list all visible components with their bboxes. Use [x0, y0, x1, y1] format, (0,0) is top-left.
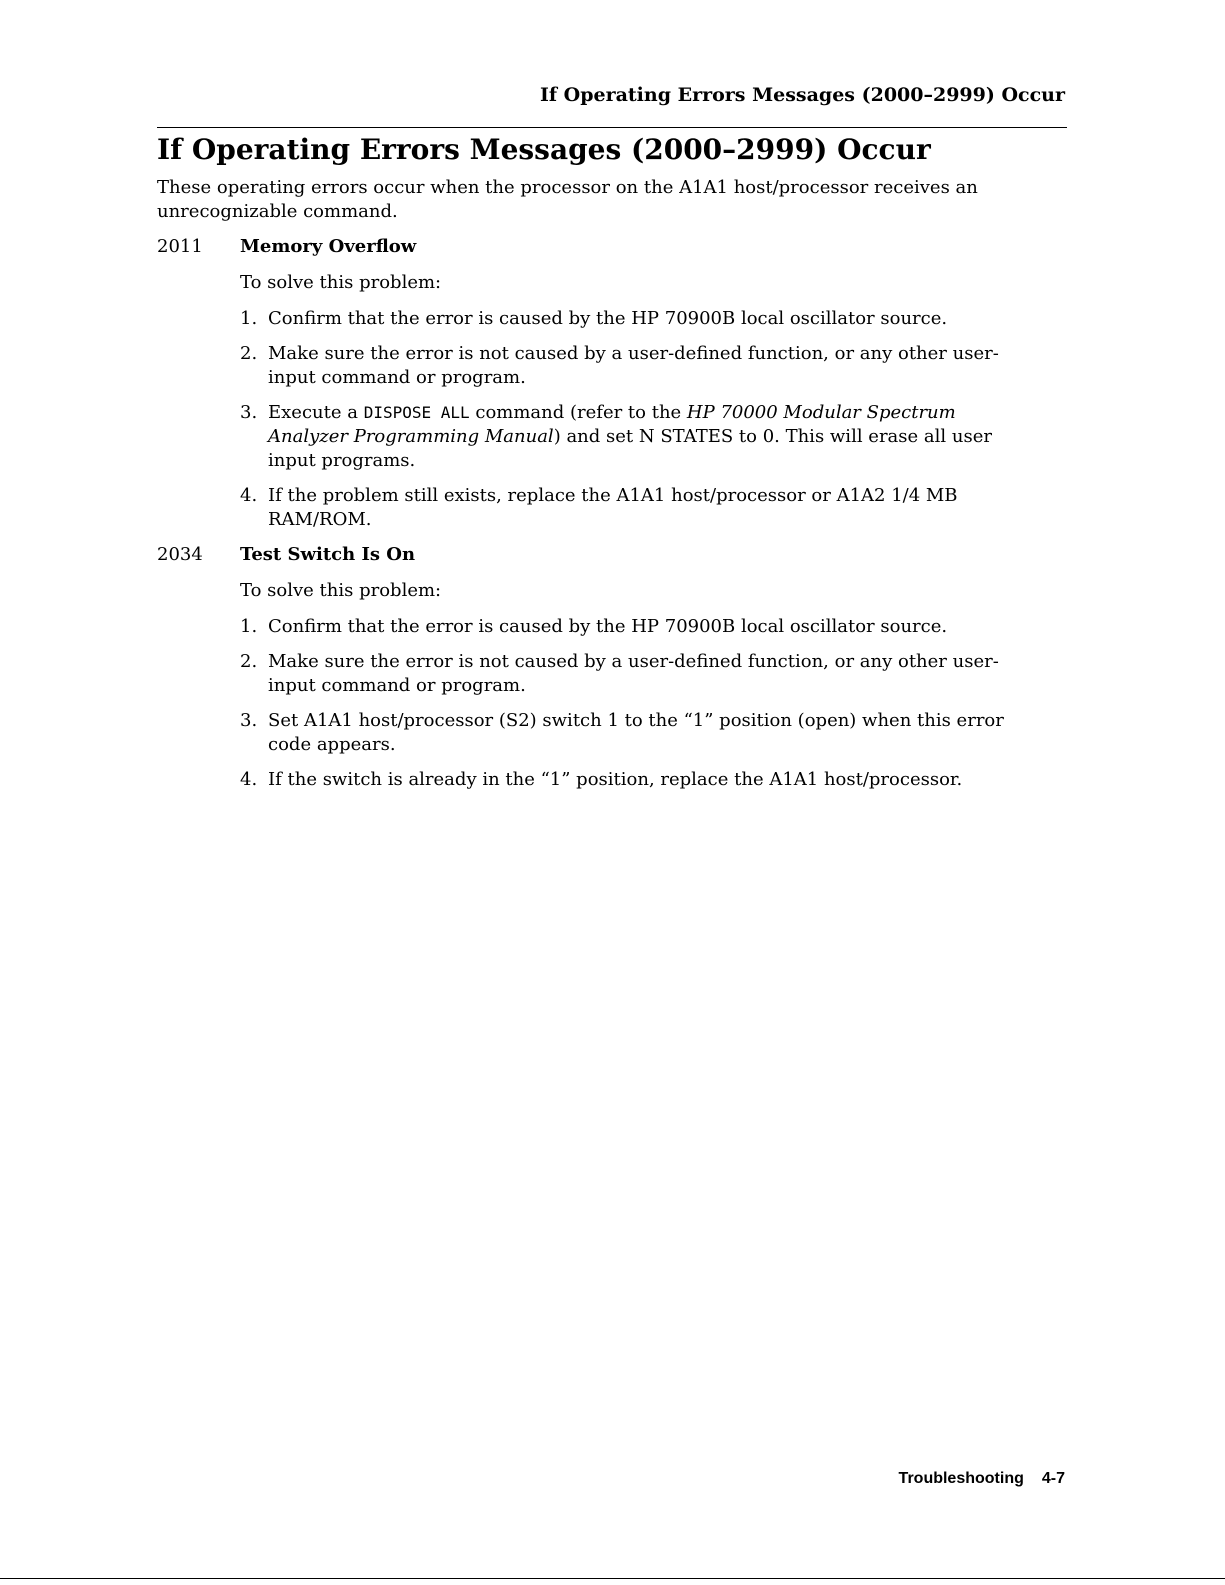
step-item: [240, 307, 1040, 331]
command-name: DISPOSE ALL: [363, 403, 470, 422]
step-text-mid: command (refer to the: [469, 402, 687, 423]
running-head: If Operating Errors Messages (2000–2999) Occur: [539, 84, 1065, 106]
step-text: If the switch is already in the “1” position, replace the A1A1 host/processor.: [268, 769, 963, 790]
step-text: Make sure the error is not caused by a user-defined function, or any other user-input command or program.: [268, 343, 999, 388]
step-text-post: ) and set N STATES to 0. This will erase all user input programs.: [268, 426, 992, 471]
step-number: 3.: [240, 710, 258, 731]
error-code: 2011: [157, 236, 203, 257]
step-text: [268, 401, 1040, 473]
step-number: 3.: [240, 402, 258, 423]
step-number: 2.: [240, 651, 258, 672]
step-text: Make sure the error is not caused by a user-defined function, or any other user-input command or program.: [268, 651, 999, 696]
instruction-lead: To solve this problem:: [240, 272, 442, 293]
step-item: [240, 650, 1000, 698]
step-number: 4.: [240, 485, 258, 506]
step-number: 1.: [240, 308, 258, 329]
step-item: [240, 615, 1040, 639]
step-item: [240, 484, 1000, 532]
intro-paragraph: These operating errors occur when the processor on the A1A1 host/processor receives an unrecognizable command.: [157, 177, 978, 222]
step-item: [240, 709, 1040, 757]
step-item: [240, 401, 1040, 473]
step-item: [240, 768, 1040, 792]
error-title: Memory Overflow: [240, 236, 417, 257]
error-title: Test Switch Is On: [240, 544, 416, 565]
step-text: If the problem still exists, replace the A1A1 host/processor or A1A2 1/4 MB RAM/ROM.: [268, 485, 958, 530]
step-text-pre: Execute a: [268, 402, 364, 423]
page-footer: [899, 1470, 1065, 1488]
step-text: Set A1A1 host/processor (S2) switch 1 to the “1” position (open) when this error code appears.: [268, 710, 1004, 755]
step-text: Confirm that the error is caused by the HP 70900B local oscillator source.: [268, 616, 948, 637]
step-text: Confirm that the error is caused by the HP 70900B local oscillator source.: [268, 308, 948, 329]
step-number: 4.: [240, 769, 258, 790]
step-number: 1.: [240, 616, 258, 637]
step-number: 2.: [240, 343, 258, 364]
step-item: [240, 342, 1000, 390]
footer-section: Troubleshooting: [898, 1470, 1024, 1487]
header-rule: [157, 127, 1067, 128]
bottom-rule: [0, 1578, 1225, 1579]
page-number: 4-7: [1041, 1470, 1065, 1487]
page-title: If Operating Errors Messages (2000–2999) Occur: [157, 133, 931, 166]
manual-title: HP 70000 Modular Spectrum Analyzer Programming Manual: [268, 402, 956, 447]
error-code: 2034: [157, 544, 203, 565]
instruction-lead: To solve this problem:: [240, 580, 442, 601]
